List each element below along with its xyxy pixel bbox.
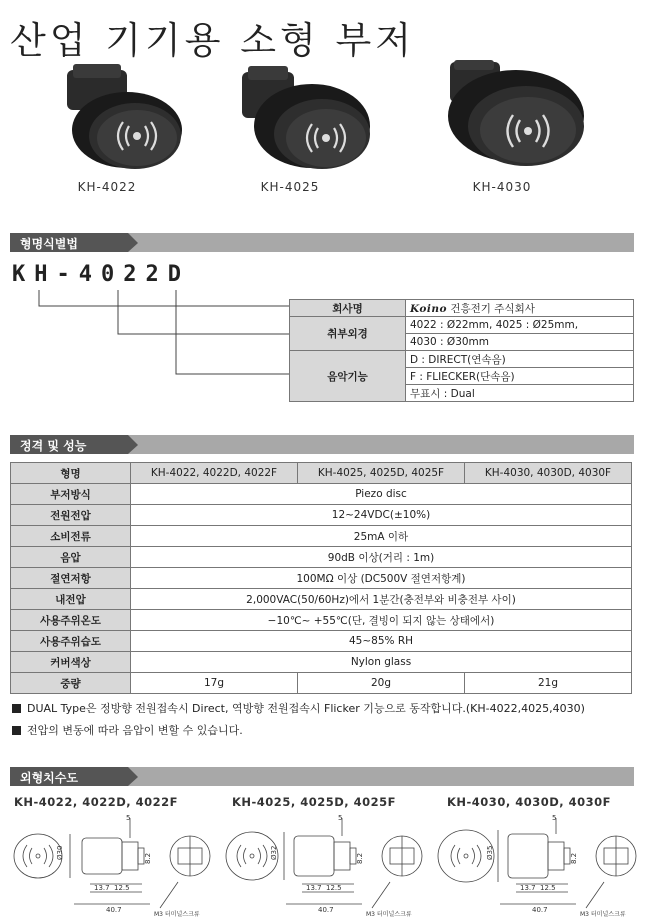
row-value: Koino 건흥전기 주식회사 xyxy=(406,300,634,317)
product-label: KH-4022 xyxy=(77,180,137,194)
row-value: 4030 : Ø30mm xyxy=(406,334,634,351)
table-row xyxy=(11,631,632,652)
dim-screw: M3 터미널스크류 xyxy=(580,911,626,918)
dim-height: 8.2 xyxy=(570,852,578,864)
dimension-drawing-kh-4030 xyxy=(434,812,644,920)
section-title: 정격 및 성능 xyxy=(20,439,87,453)
table-row xyxy=(11,673,632,694)
row-value: 20g xyxy=(298,673,465,694)
table-row xyxy=(11,547,632,568)
product-label: KH-4030 xyxy=(472,180,532,194)
row-value: 45~85% RH xyxy=(131,631,632,652)
row-header: 사용주위온도 xyxy=(11,610,131,631)
table-header-row xyxy=(11,463,632,484)
dimension-drawing-kh-4025 xyxy=(222,812,432,920)
table-row xyxy=(290,317,634,334)
row-value: 4022 : Ø22mm, 4025 : Ø25mm, xyxy=(406,317,634,334)
brand-logo: Koino xyxy=(410,302,448,315)
table-row xyxy=(290,351,634,368)
dim-b: 12.5 xyxy=(540,884,556,892)
note-item: DUAL Type은 정방향 전원접속시 Direct, 역방향 전원접속시 Flicker 기능으로 동작합니다.(KH-4022,4025,4030) xyxy=(12,698,585,720)
table-row xyxy=(11,568,632,589)
row-header: 음악기능 xyxy=(290,351,406,402)
row-header: 내전압 xyxy=(11,589,131,610)
product-kh-4022 xyxy=(45,60,185,200)
dimension-model-label: KH-4030, 4030D, 4030F xyxy=(447,795,611,809)
product-kh-4030 xyxy=(440,60,580,200)
table-row xyxy=(11,610,632,631)
dim-a: 13.7 xyxy=(94,884,110,892)
dim-diameter: Ø35 xyxy=(486,845,494,860)
dim-b: 12.5 xyxy=(114,884,130,892)
bullet-icon xyxy=(12,726,21,735)
row-header: 회사명 xyxy=(290,300,406,317)
row-value: 21g xyxy=(465,673,632,694)
row-value: 무표시 : Dual xyxy=(406,385,634,402)
row-header: 사용주위습도 xyxy=(11,631,131,652)
product-kh-4025 xyxy=(232,60,372,200)
row-value: 12~24VDC(±10%) xyxy=(131,505,632,526)
row-value: 17g xyxy=(131,673,298,694)
table-row xyxy=(11,652,632,673)
row-value: Piezo disc xyxy=(131,484,632,505)
spec-table xyxy=(10,462,632,694)
row-value: F : FLIECKER(단속음) xyxy=(406,368,634,385)
table-row xyxy=(11,505,632,526)
row-header: 중량 xyxy=(11,673,131,694)
row-value: Nylon glass xyxy=(131,652,632,673)
dim-total: 40.7 xyxy=(532,906,548,914)
dim-height: 8.2 xyxy=(144,852,152,864)
notes xyxy=(12,698,585,742)
dim-b: 12.5 xyxy=(326,884,342,892)
column-header: KH-4025, 4025D, 4025F xyxy=(298,463,465,484)
row-value: 100MΩ 이상 (DC500V 절연저항계) xyxy=(131,568,632,589)
bullet-icon xyxy=(12,704,21,713)
section-header-specs xyxy=(10,435,634,454)
row-header: 부저방식 xyxy=(11,484,131,505)
table-row xyxy=(11,589,632,610)
dim-top: 5 xyxy=(338,814,343,822)
dimension-drawing-kh-4022 xyxy=(10,812,220,920)
row-value: 2,000VAC(50/60Hz)에서 1분간(충전부와 비충전부 사이) xyxy=(131,589,632,610)
section-header-identification xyxy=(10,233,634,252)
section-header-dimensions xyxy=(10,767,634,786)
row-header: 전원전압 xyxy=(11,505,131,526)
dim-a: 13.7 xyxy=(306,884,322,892)
row-value: −10℃~ +55℃(단, 결빙이 되지 않는 상태에서) xyxy=(131,610,632,631)
column-header: 형명 xyxy=(11,463,131,484)
row-header: 소비전류 xyxy=(11,526,131,547)
dimension-model-label: KH-4022, 4022D, 4022F xyxy=(14,795,178,809)
dim-a: 13.7 xyxy=(520,884,536,892)
code-connector-lines xyxy=(0,286,300,386)
column-header: KH-4030, 4030D, 4030F xyxy=(465,463,632,484)
section-title: 외형치수도 xyxy=(20,771,78,785)
dim-total: 40.7 xyxy=(318,906,334,914)
dim-diameter: Ø30 xyxy=(56,845,64,860)
row-header: 절연저항 xyxy=(11,568,131,589)
dim-screw: M3 터미널스크류 xyxy=(366,911,412,918)
buzzer-image xyxy=(440,60,600,180)
row-value: 25mA 이하 xyxy=(131,526,632,547)
buzzer-image xyxy=(232,60,372,180)
row-value: D : DIRECT(연속음) xyxy=(406,351,634,368)
dim-height: 8.2 xyxy=(356,852,364,864)
dim-diameter: Ø32 xyxy=(270,845,278,860)
identification-table xyxy=(289,299,634,402)
section-title: 형명식별법 xyxy=(20,237,78,251)
dim-top: 5 xyxy=(552,814,557,822)
dim-total: 40.7 xyxy=(106,906,122,914)
row-header: 커버색상 xyxy=(11,652,131,673)
row-header: 취부외경 xyxy=(290,317,406,351)
buzzer-image xyxy=(45,60,185,180)
dim-screw: M3 터미널스크류 xyxy=(154,911,200,918)
page-title: 산업 기기용 소형 부저 xyxy=(10,19,415,62)
dim-top: 5 xyxy=(126,814,131,822)
column-header: KH-4022, 4022D, 4022F xyxy=(131,463,298,484)
model-code: KH-4022D xyxy=(12,262,190,287)
table-row xyxy=(11,484,632,505)
table-row xyxy=(290,300,634,317)
product-label: KH-4025 xyxy=(260,180,320,194)
dimension-model-label: KH-4025, 4025D, 4025F xyxy=(232,795,396,809)
row-value: 90dB 이상(거리 : 1m) xyxy=(131,547,632,568)
row-header: 음압 xyxy=(11,547,131,568)
product-gallery xyxy=(0,60,652,200)
table-row xyxy=(11,526,632,547)
note-item: 전압의 변동에 따라 음압이 변할 수 있습니다. xyxy=(12,720,585,742)
